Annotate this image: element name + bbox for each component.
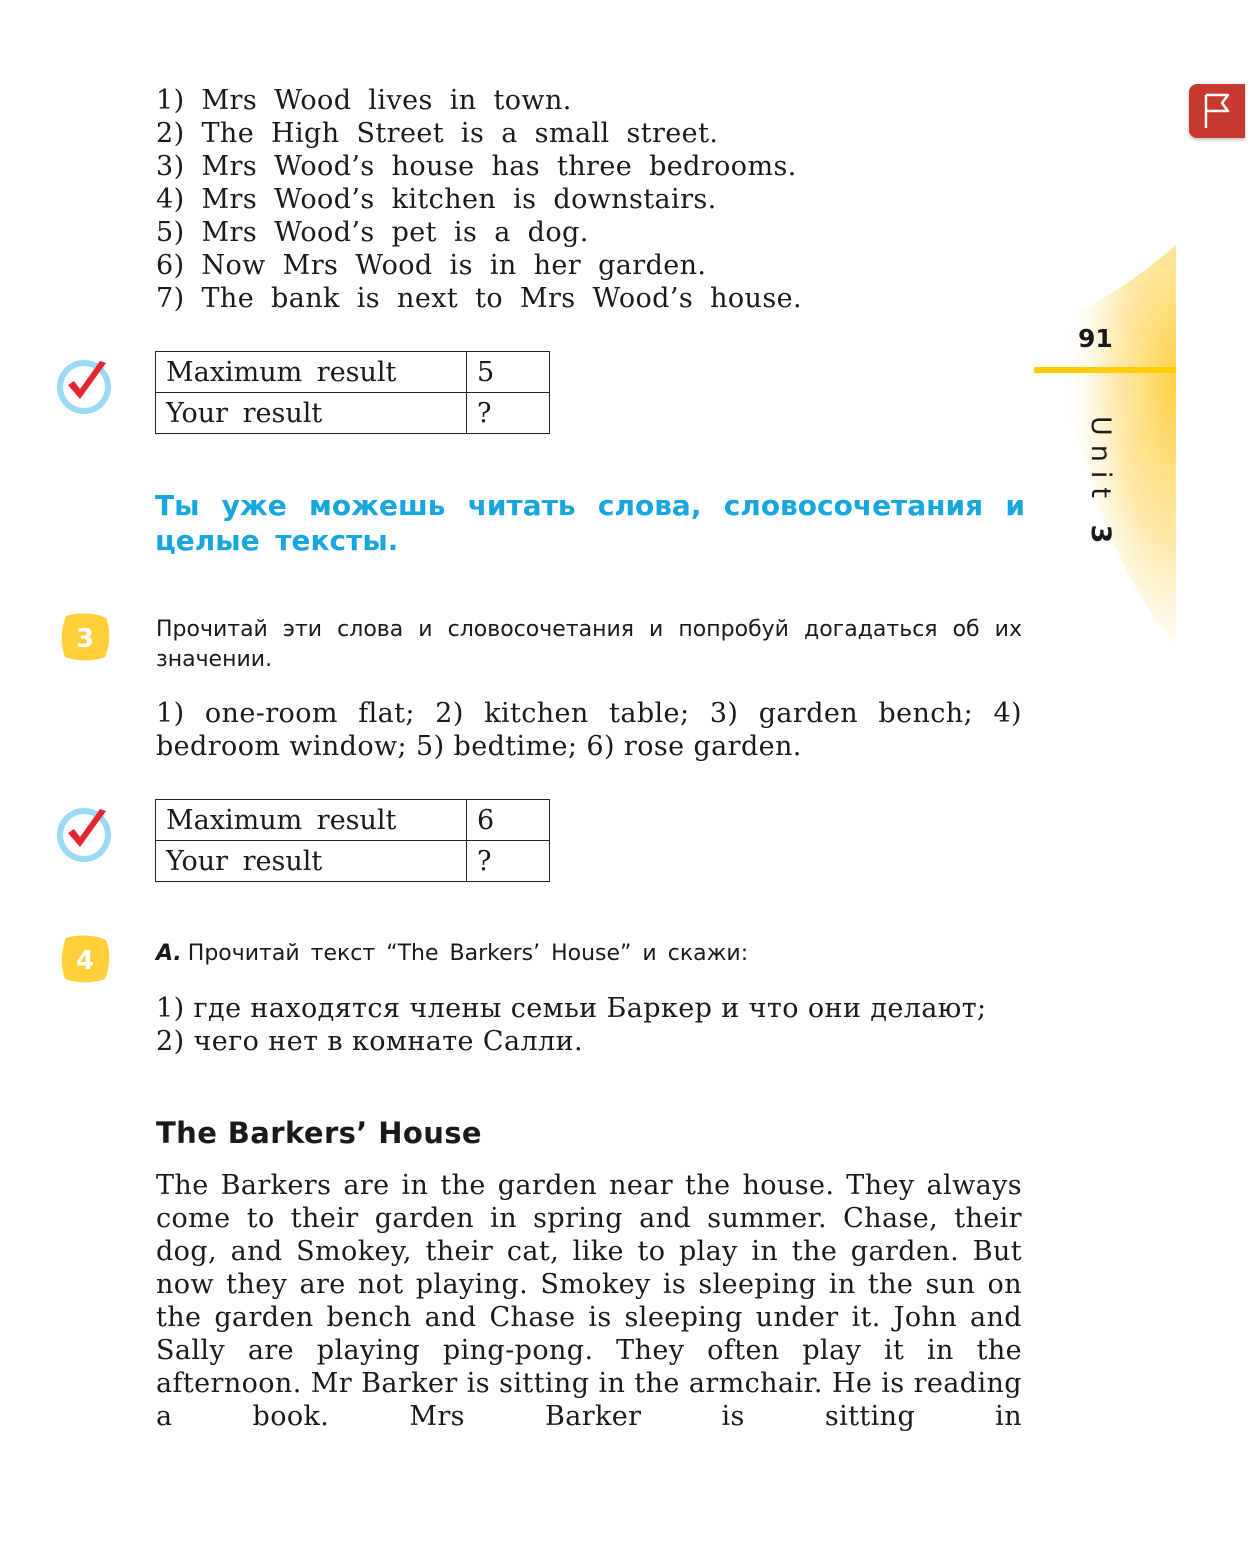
story-title: The Barkers’ House xyxy=(156,1116,482,1150)
page-number: 91 xyxy=(1078,324,1113,353)
question-item: 1) где находятся члены семьи Баркер и что они делают; xyxy=(156,993,987,1024)
statement-item: 2) The High Street is a small street. xyxy=(156,118,719,149)
exercise-3-instruction: Прочитай эти слова и словосочетания и попробуй догадаться об их значении. xyxy=(156,617,1022,672)
unit-word: Unit xyxy=(1085,416,1116,507)
instruction-text: Прочитай текст “The Barkers’ House” и скажи: xyxy=(187,941,749,966)
statement-item: 5) Mrs Wood’s pet is a dog. xyxy=(156,217,589,248)
your-result-value: ? xyxy=(467,393,550,434)
svg-text:4: 4 xyxy=(75,946,95,976)
statement-list xyxy=(156,84,1016,315)
check-mark-icon xyxy=(54,353,118,417)
max-result-value: 5 xyxy=(467,352,550,393)
story-text: The Barkers are in the garden near the house. They always come to their garden in spring and summer. Chase, their dog, and Smokey, their cat, like to play in the garden. But now they are not playing. Smokey is sleeping in the sun on the garden bench and Chase is sleeping under it. John and Sally are playing ping-pong. They often play it in the afternoon. Mr Barker is sitting in the armchair. He is reading a book. Mrs Barker is sitting in xyxy=(156,1170,1022,1432)
flag-icon xyxy=(1189,84,1245,138)
your-result-value: ? xyxy=(467,841,550,882)
section-heading: Ты уже можешь читать слова, словосочетания и целые тексты. xyxy=(155,489,1025,557)
statement-item: 6) Now Mrs Wood is in her garden. xyxy=(156,250,707,281)
unit-number: 3 xyxy=(1085,524,1116,553)
question-item: 2) чего нет в комнате Салли. xyxy=(156,1026,583,1057)
statement-item: 1) Mrs Wood lives in town. xyxy=(156,85,572,116)
page-number-rule xyxy=(1034,367,1176,373)
max-result-value: 6 xyxy=(467,800,550,841)
statement-item: 4) Mrs Wood’s kitchen is downstairs. xyxy=(156,184,717,215)
result-table xyxy=(155,799,550,882)
svg-text:3: 3 xyxy=(75,624,95,654)
exercise-3-phrases: 1) one-room flat; 2) kitchen table; 3) garden bench; 4) bedroom window; 5) bedtime; 6) rose garden. xyxy=(156,698,1022,762)
exercise-number-badge xyxy=(58,610,112,664)
part-label: A. xyxy=(156,941,182,966)
check-mark-icon xyxy=(54,801,118,865)
flag-tab[interactable] xyxy=(1189,84,1245,138)
max-result-label: Maximum result xyxy=(156,800,467,841)
unit-label xyxy=(1076,416,1116,576)
exercise-number-badge xyxy=(58,932,112,986)
your-result-label: Your result xyxy=(156,393,467,434)
result-table xyxy=(155,351,550,434)
statement-item: 7) The bank is next to Mrs Wood’s house. xyxy=(156,283,802,314)
exercise-4-instruction xyxy=(156,939,1022,969)
statement-item: 3) Mrs Wood’s house has three bedrooms. xyxy=(156,151,797,182)
your-result-label: Your result xyxy=(156,841,467,882)
exercise-4-questions xyxy=(156,992,1022,1058)
max-result-label: Maximum result xyxy=(156,352,467,393)
